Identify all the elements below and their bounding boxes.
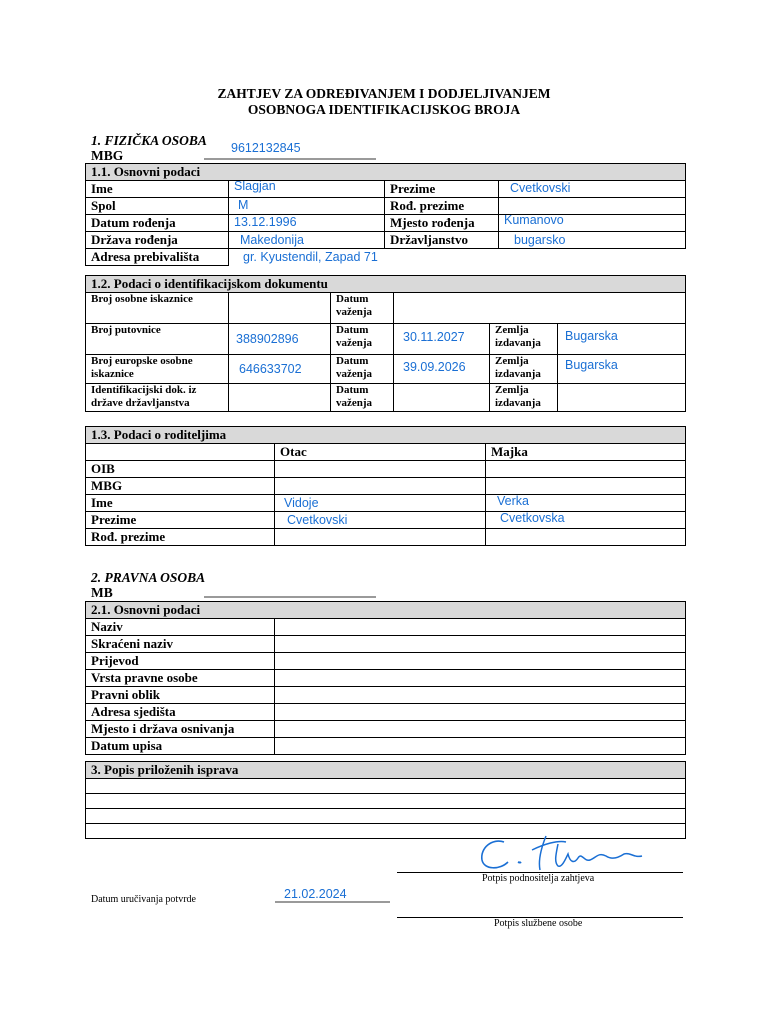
id-document-header: 1.2. Podaci o identifikacijskom dokumentu [86,276,686,293]
eu-id-card-label: Broj europske osobne iskaznice [86,355,229,384]
birth-country-label: Država rođenja [86,232,229,249]
legal-short-name-value[interactable] [275,636,686,653]
last-name-value[interactable]: Cvetkovski [510,181,571,195]
passport-country-label: Zemlja izdavanja [490,324,558,355]
birth-date-label: Datum rođenja [86,215,229,232]
first-name-value[interactable]: Slagjan [234,180,276,193]
attachment-row[interactable] [86,779,686,794]
mother-name-value[interactable]: Verka [497,494,529,508]
legal-name-value[interactable] [275,619,686,636]
citizenship-value[interactable]: bugarsko [514,233,566,247]
legal-entity-header: 2.1. Osnovni podaci [86,602,686,619]
birth-place-value[interactable]: Kumanovo [504,214,564,227]
parent-birth-surname-label: Rođ. prezime [86,529,275,546]
legal-registration-date-value[interactable] [275,738,686,755]
legal-address-value[interactable] [275,704,686,721]
father-name-value[interactable]: Vidoje [284,496,319,510]
delivery-date-label: Datum uručivanja potvrde [91,894,196,905]
parent-surname-label: Prezime [86,512,275,529]
applicant-signature [474,832,650,876]
legal-founding-place-label: Mjesto i država osnivanja [86,721,275,738]
mbg-label: MBG [91,148,124,163]
applicant-signature-caption: Potpis podnositelja zahtjeva [482,873,595,884]
last-name-label: Prezime [385,181,499,198]
legal-address-label: Adresa sjedišta [86,704,275,721]
official-signature-caption: Potpis službene osobe [494,918,583,929]
first-name-label: Ime [86,181,229,198]
legal-type-value[interactable] [275,670,686,687]
eu-id-card-validity-value[interactable]: 39.09.2026 [403,360,466,374]
legal-short-name-label: Skraćeni naziv [86,636,275,653]
father-surname-value[interactable]: Cvetkovski [287,513,348,527]
attachment-row[interactable] [86,809,686,824]
citizenship-id-country-label: Zemlja izdavanja [490,384,558,412]
citizenship-id-validity-label: Datum važenja [331,384,394,412]
delivery-date-underline [275,901,390,903]
id-card-label: Broj osobne iskaznice [86,293,229,324]
birth-place-label: Mjesto rođenja [385,215,499,232]
section2-heading: 2. PRAVNA OSOBA [91,570,206,585]
parents-table [85,426,686,546]
parent-mbg-label: MBG [86,478,275,495]
legal-translation-label: Prijevod [86,653,275,670]
legal-name-label: Naziv [86,619,275,636]
mother-column-header: Majka [486,444,686,461]
parent-oib-label: OIB [86,461,275,478]
eu-id-card-validity-label: Datum važenja [331,355,394,384]
delivery-date-value[interactable]: 21.02.2024 [284,887,347,901]
passport-country-value[interactable]: Bugarska [565,329,618,343]
form-title-line2: OSOBNOGA IDENTIFIKACIJSKOG BROJA [247,102,521,117]
id-card-validity-label: Datum važenja [331,293,394,324]
legal-form-label: Pravni oblik [86,687,275,704]
eu-id-card-country-value[interactable]: Bugarska [565,358,618,372]
mb-underline [204,596,376,598]
basic-data-table [85,163,686,266]
citizenship-id-label: Identifikacijski dok. iz države državljanstva [86,384,229,412]
father-column-header: Otac [275,444,486,461]
address-value[interactable]: gr. Kyustendil, Zapad 71 [243,250,378,264]
birth-date-value[interactable]: 13.12.1996 [234,215,297,229]
mbg-value[interactable]: 9612132845 [231,141,301,155]
passport-number[interactable]: 388902896 [236,332,299,346]
passport-label: Broj putovnice [86,324,229,355]
parents-header: 1.3. Podaci o roditeljima [86,427,686,444]
parent-name-label: Ime [86,495,275,512]
eu-id-card-number[interactable]: 646633702 [239,362,302,376]
passport-validity-label: Datum važenja [331,324,394,355]
basic-data-header: 1.1. Osnovni podaci [86,164,686,181]
attachments-header: 3. Popis priloženih isprava [86,762,686,779]
sex-value[interactable]: M [238,198,249,212]
legal-founding-place-value[interactable] [275,721,686,738]
form-title-line1: ZAHTJEV ZA ODREĐIVANJEM I DODJELJIVANJEM [217,86,551,101]
birth-surname-label: Rođ. prezime [385,198,499,215]
legal-type-label: Vrsta pravne osobe [86,670,275,687]
mb-label: MB [91,585,113,600]
legal-registration-date-label: Datum upisa [86,738,275,755]
id-document-table [85,275,686,412]
legal-form-value[interactable] [275,687,686,704]
eu-id-card-country-label: Zemlja izdavanja [490,355,558,384]
legal-translation-value[interactable] [275,653,686,670]
address-label: Adresa prebivališta [86,249,229,266]
passport-validity-value[interactable]: 30.11.2027 [403,330,465,344]
mother-surname-value[interactable]: Cvetkovska [500,511,565,525]
birth-country-value[interactable]: Makedonija [240,233,304,247]
section1-heading: 1. FIZIČKA OSOBA [91,133,207,148]
mbg-underline [204,158,376,160]
citizenship-label: Državljanstvo [385,232,499,249]
attachments-table [85,761,686,839]
sex-label: Spol [86,198,229,215]
attachment-row[interactable] [86,794,686,809]
legal-entity-table [85,601,686,755]
